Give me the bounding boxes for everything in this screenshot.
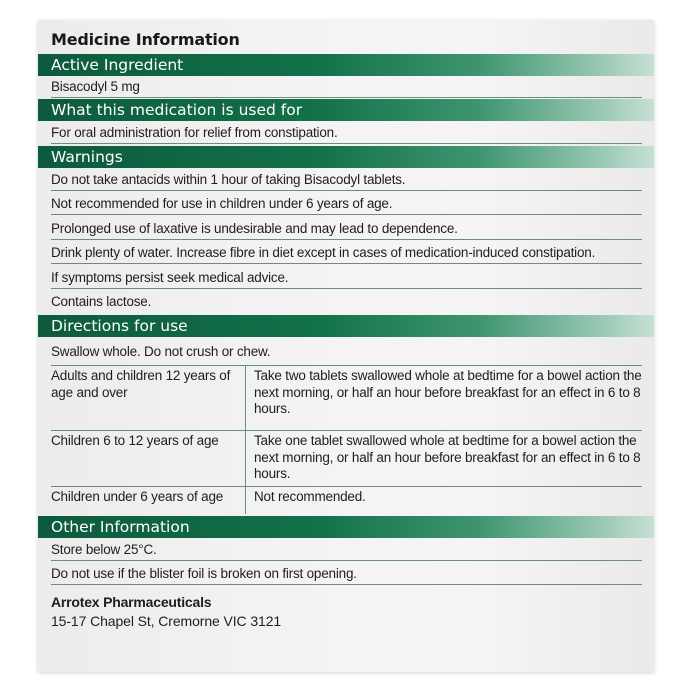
usage-text: For oral administration for relief from constipation.: [51, 122, 642, 144]
company-name: Arrotex Pharmaceuticals: [51, 594, 212, 610]
warning-item: Not recommended for use in children under 6 years of age.: [51, 193, 642, 215]
section-header-warnings: Warnings: [38, 146, 654, 168]
other-info-item: Store below 25°C.: [51, 539, 642, 561]
dosage-instruction: Take one tablet swallowed whole at bedtime for a bowel action the next morning, or half an hour before breakfast for an effect in 6 to 8 hours.: [246, 431, 643, 487]
warning-item: Drink plenty of water. Increase fibre in diet except in cases of medication-induced constipation.: [51, 242, 642, 264]
company-address: 15-17 Chapel St, Cremorne VIC 3121: [51, 613, 282, 629]
section-header-directions: Directions for use: [38, 315, 654, 337]
dosage-instruction: Take two tablets swallowed whole at bedtime for a bowel action the next morning, or half an hour before breakfast for an effect in 6 to 8 hours.: [246, 366, 643, 431]
directions-intro: Swallow whole. Do not crush or chew.: [51, 344, 271, 359]
warning-item: Contains lactose.: [51, 294, 152, 309]
warning-item: Do not take antacids within 1 hour of taking Bisacodyl tablets.: [51, 169, 642, 191]
table-row: [51, 366, 642, 431]
dosage-instruction: Not recommended.: [246, 486, 643, 514]
dosage-table: [51, 365, 642, 514]
table-row: [51, 431, 642, 487]
dosage-group: Adults and children 12 years of age and over: [51, 366, 246, 431]
dosage-group: Children 6 to 12 years of age: [51, 431, 246, 487]
other-info-item: Do not use if the blister foil is broken on first opening.: [51, 563, 642, 585]
section-header-active-ingredient: Active Ingredient: [38, 54, 654, 76]
dosage-group: Children under 6 years of age: [51, 486, 246, 514]
medicine-info-panel: [38, 20, 654, 672]
warning-item: If symptoms persist seek medical advice.: [51, 267, 642, 289]
section-header-usage: What this medication is used for: [38, 99, 654, 121]
warning-item: Prolonged use of laxative is undesirable and may lead to dependence.: [51, 218, 642, 240]
table-row: [51, 486, 642, 514]
section-header-other-information: Other Information: [38, 516, 654, 538]
page-title: Medicine Information: [51, 30, 240, 49]
active-ingredient-value: Bisacodyl 5 mg: [51, 76, 642, 98]
